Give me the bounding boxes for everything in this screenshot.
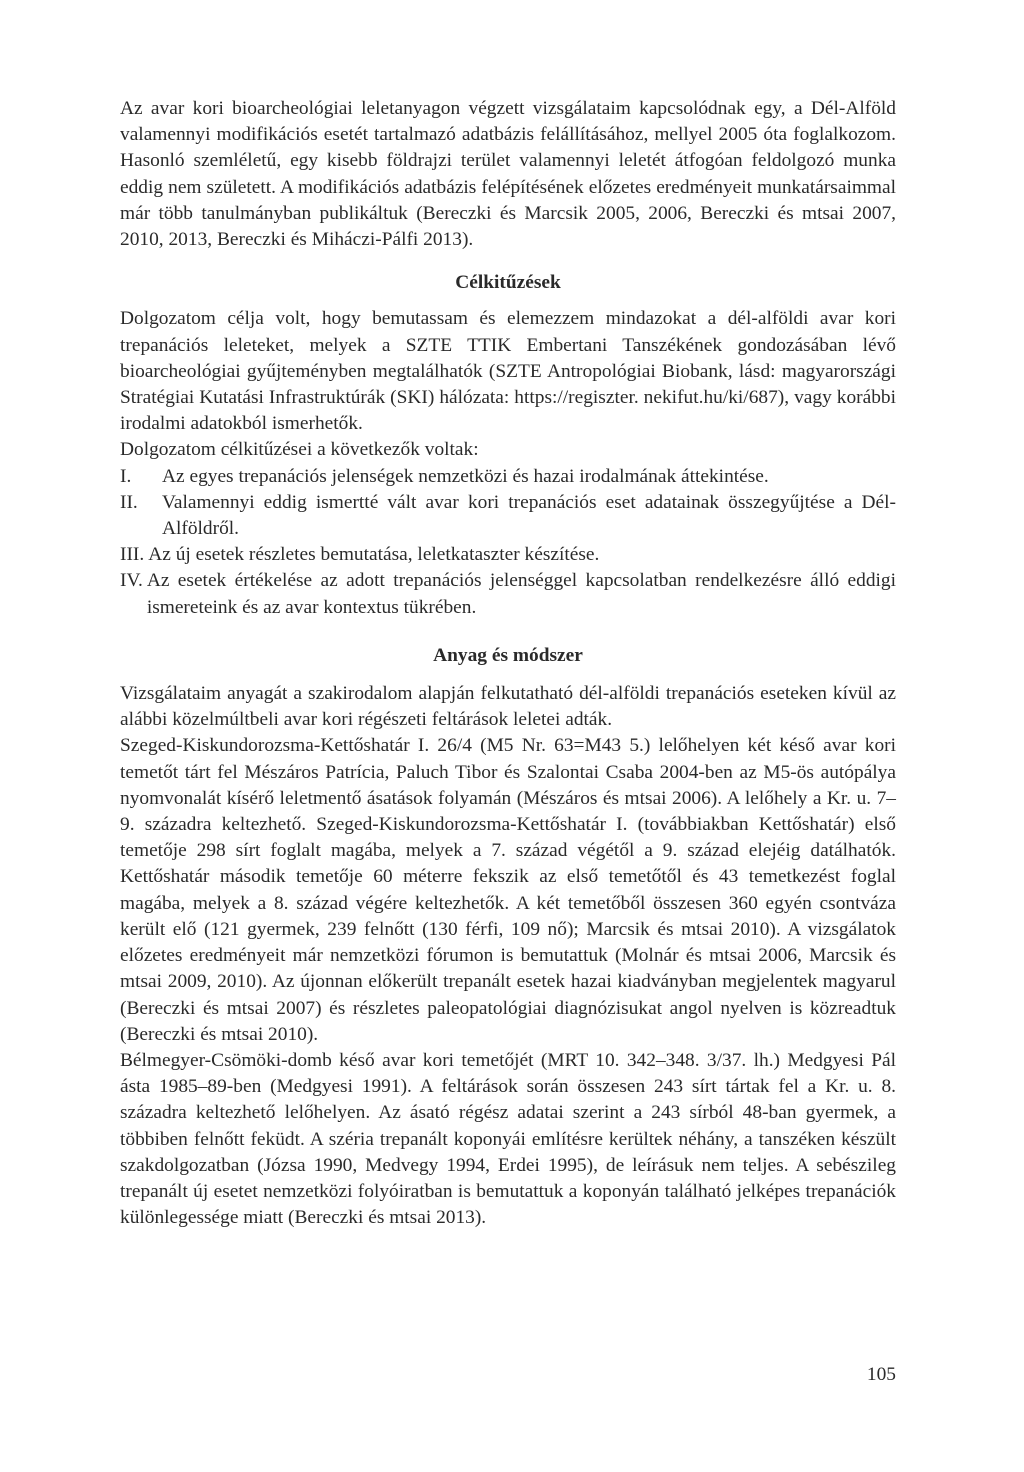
list-item-text: Az esetek értékelése az adott trepanációs jelenséggel kapcsolatban rendelkezésre álló eddigi ismereteink és az avar kontextus tükrében.	[146, 570, 896, 618]
section-heading-goals: Célkitűzések	[455, 272, 561, 294]
list-item-number: I.	[120, 465, 132, 487]
page-body	[120, 96, 896, 1231]
methods-paragraph-1: Vizsgálataim anyagát a szakirodalom alapján felkutatható dél-alföldi trepanációs eseteken kívül az alábbi közelmúltbeli avar kori régészeti feltárások leletei adták.	[120, 683, 896, 731]
list-item-number: II.	[120, 491, 138, 513]
list-item-text: Valamennyi eddig ismertté vált avar kori trepanációs eset adatainak összegyűjtése a Dél-Alföldről.	[162, 491, 896, 540]
list-item	[120, 490, 896, 542]
list-item	[120, 568, 896, 620]
goals-list-intro: Dolgozatom célkitűzései a következők voltak:	[120, 439, 479, 461]
list-item-number: III.	[120, 544, 145, 566]
intro-paragraph: Az avar kori bioarcheológiai leletanyagon végzett vizsgálataim kapcsolódnak egy, a Dél-Alföld valamennyi modifikációs esetét tartalmazó adatbázis felállításához, mellyel 2005 óta foglalkozom. Hasonló szemléletű, egy kisebb földrajzi terület valamennyi leletét átfogóan feldolgozó munka eddig nem született. A modifikációs adatbázis felépítésének előzetes eredményeit munkatársaimmal már több tanulmányban publikáltuk (Bereczki és Marcsik 2005, 2006, Bereczki és mtsai 2007, 2010, 2013, Bereczki és Miháczi-Pálfi 2013).	[120, 98, 896, 251]
methods-paragraph-2: Szeged-Kiskundorozsma-Kettőshatár I. 26/4 (M5 Nr. 63=M43 5.) lelőhelyen két késő avar kori temetőt tárt fel Mészáros Patrícia, Paluch Tibor és Szalontai Csaba 2004-ben az M5-ös autópálya nyomvonalát kísérő leletmentő ásatások folyamán (Mészáros és mtsai 2006). A lelőhely a Kr. u. 7–9. századra keltezhető. Szeged-Kiskundorozsma-Kettőshatár I. (továbbiakban Kettőshatár) első temetője 298 sírt foglalt magába, melyek a 7. század végétől a 9. század elejéig datálhatók. Kettőshatár második temetője 60 méterre fekszik az első temetőtől és 43 temetkezést foglal magába, melyek a 8. század végére keltezhetők. A két temetőből összesen 360 egyén csontváza került elő (121 gyermek, 239 felnőtt (130 férfi, 109 nő); Marcsik és mtsai 2010). A vizsgálatok előzetes eredményeit már nemzetközi fórumon is bemutattuk (Molnár és mtsai 2006, Marcsik és mtsai 2009, 2010). Az újonnan előkerült trepanált esetek hazai kiadványban megjelentek magyarul (Bereczki és mtsai 2007) és részletes paleopatológiai diagnózisukat angol nyelven is közreadtuk (Bereczki és mtsai 2010).	[120, 735, 896, 1045]
goals-list	[120, 464, 896, 621]
list-item	[120, 464, 896, 490]
goals-paragraph: Dolgozatom célja volt, hogy bemutassam és elemezzem mindazokat a dél-alföldi avar kori trepanációs leleteket, melyek a SZTE TTIK Embertani Tanszékének gondozásában lévő bioarcheológiai gyűjteményben megtalálhatók (SZTE Antropológiai Biobank, lásd: magyarországi Stratégiai Kutatási Infrastruktúrák (SKI) hálózata: https://regiszter. nekifut.hu/ki/687), vagy korábbi irodalmi adatokból ismerhetők.	[120, 308, 896, 435]
list-item	[120, 542, 896, 568]
section-heading-methods: Anyag és módszer	[433, 644, 583, 666]
list-item-number: IV.	[120, 570, 143, 592]
list-item-text: Az új esetek részletes bemutatása, leletkataszter készítése.	[148, 544, 600, 566]
methods-paragraph-3: Bélmegyer-Csömöki-domb késő avar kori temetőjét (MRT 10. 342–348. 3/37. lh.) Medgyesi Pál ásta 1985–89-ben (Medgyesi 1991). A feltárások során összesen 243 sírt tártak fel a Kr. u. 8. századra keltezhető lelőhelyen. Az ásató régész adatai szerint a 243 sírból 48-ban gyermek, a többiben felnőtt feküdt. A széria trepanált koponyái említésre kerültek néhány, a tanszéken készült szakdolgozatban (Józsa 1990, Medvegy 1994, Erdei 1995), de leírásuk nem teljes. A sebészileg trepanált új esetet nemzetközi folyóiratban is bemutattuk a koponyán található jelképes trepanációk különlegessége miatt (Bereczki és mtsai 2013).	[120, 1049, 896, 1229]
page-number: 105	[866, 1364, 896, 1385]
list-item-text: Az egyes trepanációs jelenségek nemzetközi és hazai irodalmának áttekintése.	[162, 465, 769, 487]
